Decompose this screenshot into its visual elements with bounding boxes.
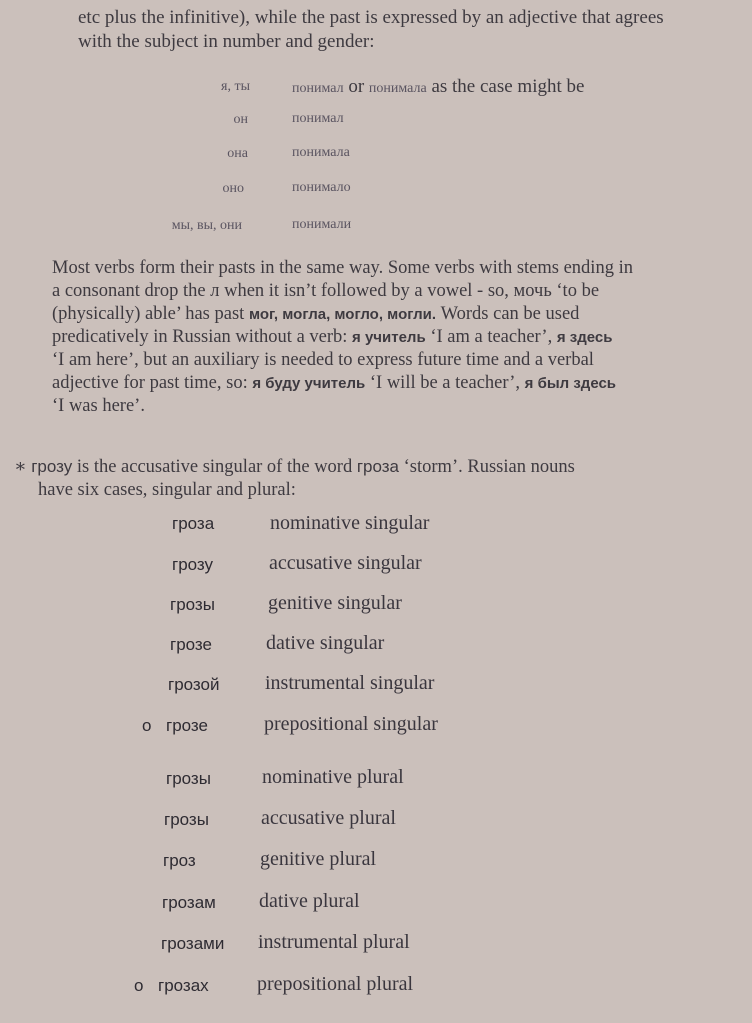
past-note-2: as the case might be (426, 76, 585, 97)
case-form: грозе (166, 716, 208, 735)
russian-text: я буду учитель (252, 375, 366, 392)
case-label: genitive singular (268, 592, 402, 614)
case-preposition: о (134, 976, 144, 995)
intro-line-2: with the subject in number and gender: (78, 31, 375, 52)
past-form: понимал (292, 111, 344, 126)
verb-paragraph (52, 257, 742, 418)
paragraph-line: Most verbs form their pasts in the same way. Some verbs with stems ending in (52, 258, 633, 278)
case-form: грозе (170, 635, 212, 654)
text-run: ‘storm’. Russian nouns (399, 457, 575, 477)
text-run: ‘I will be a teacher’, (365, 373, 525, 393)
paragraph-line (52, 372, 742, 395)
pronoun-cell: я, ты (221, 79, 250, 94)
russian-text: я здесь (556, 329, 613, 346)
case-form: грозам (162, 893, 216, 912)
text-run: is the accusative singular of the word (72, 457, 357, 477)
russian-text: я учитель (352, 329, 426, 346)
paragraph-line (52, 303, 742, 326)
pronoun-cell: мы, вы, они (171, 218, 242, 233)
case-label: genitive plural (260, 848, 377, 870)
case-label: dative plural (259, 890, 360, 912)
paragraph-line: ‘I was here’. (52, 396, 145, 416)
case-label: instrumental singular (265, 672, 435, 694)
case-label: prepositional plural (257, 973, 414, 995)
case-form: грозы (170, 595, 215, 614)
case-form: грозу (172, 555, 214, 574)
paragraph-line: a consonant drop the л when it isn’t followed by a vowel - so, мочь ‘to be (52, 281, 600, 301)
footnote-line-2: have six cases, singular and plural: (38, 480, 296, 500)
case-label: nominative plural (262, 766, 404, 788)
case-preposition: о (142, 716, 152, 735)
past-form: понимала (292, 145, 350, 160)
past-form-2: понимала (368, 81, 427, 96)
case-label: dative singular (266, 632, 385, 654)
russian-text: гроза (356, 457, 400, 476)
asterisk-icon: ∗ (14, 457, 27, 477)
russian-text: грозу (31, 457, 73, 476)
past-note: or (343, 76, 369, 97)
case-label: instrumental plural (258, 931, 410, 953)
past-form-cell (292, 76, 584, 98)
case-label: accusative singular (269, 552, 422, 574)
footnote-line-1 (14, 456, 575, 478)
case-form: грозой (168, 675, 220, 694)
text-run: adjective for past time, so: (52, 373, 253, 393)
past-form: понимал (292, 81, 344, 96)
past-form: понимали (292, 217, 352, 232)
case-form: грозы (164, 810, 209, 829)
text-run: ‘I am a teacher’, (425, 327, 557, 347)
case-form: грозах (158, 976, 209, 995)
case-form: гроза (172, 514, 215, 533)
pronoun-cell: он (233, 112, 248, 127)
past-form: понимало (292, 180, 351, 195)
intro-line-1: etc plus the infinitive), while the past is expressed by an adjective that agrees (78, 7, 664, 28)
russian-text: я был здесь (524, 375, 617, 392)
text-run: predicatively in Russian without a verb: (52, 327, 353, 347)
case-label: prepositional singular (264, 713, 438, 735)
paragraph-line: ‘I am here’, but an auxiliary is needed to express future time and a verbal (52, 350, 594, 370)
pronoun-cell: оно (222, 181, 244, 196)
case-form: грозами (161, 934, 225, 953)
case-form: гроз (163, 851, 196, 870)
case-form: грозы (166, 769, 211, 788)
russian-text: мог, могла, могло, могли. (248, 306, 437, 323)
paragraph-line (52, 326, 742, 349)
text-run: (physically) able’ has past (52, 304, 249, 324)
text-run: Words can be used (436, 304, 580, 324)
case-label: accusative plural (261, 807, 396, 829)
case-label: nominative singular (270, 512, 430, 534)
pronoun-cell: она (227, 146, 248, 161)
